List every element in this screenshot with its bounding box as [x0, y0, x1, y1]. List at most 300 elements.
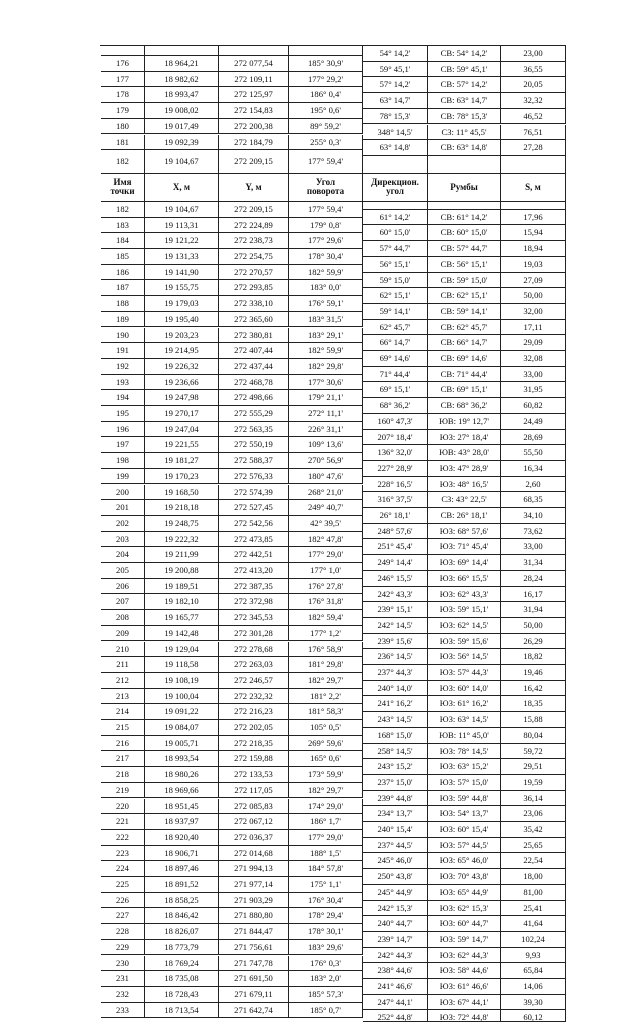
point-x: 18 897,46 [145, 861, 219, 877]
segment-length: 23,06 [501, 806, 566, 822]
segment-length: 19,59 [501, 775, 566, 791]
segment-length: 35,42 [501, 822, 566, 838]
point-angle: 186° 0,4' [289, 87, 363, 103]
segment-rumb: ЮВ: 43° 28,0' [428, 445, 501, 461]
point-name: 183 [101, 218, 145, 234]
point-name: 196 [101, 422, 145, 438]
segment-direction: 160° 47,3' [363, 414, 428, 430]
segment-rumb: ЮЗ: 59° 15,6' [428, 634, 501, 650]
segment-rumb: ЮЗ: 59° 44,8' [428, 791, 501, 807]
point-name: 205 [101, 563, 145, 579]
point-x: 19 155,75 [145, 280, 219, 296]
point-x: 19 100,04 [145, 689, 219, 705]
segment-direction: 60° 15,0' [363, 225, 428, 241]
segment-rumb: ЮЗ: 57° 15,0' [428, 775, 501, 791]
segment-direction: 237° 44,5' [363, 838, 428, 854]
point-x: 18 773,79 [145, 940, 219, 956]
segment-direction: 66° 14,7' [363, 335, 428, 351]
segment-rumb: ЮЗ: 63° 14,5' [428, 712, 501, 728]
point-angle: 177° 29,0' [289, 547, 363, 563]
point-y: 272 555,29 [219, 406, 289, 422]
segment-length: 22,54 [501, 853, 566, 869]
point-angle: 165° 0,6' [289, 751, 363, 767]
point-angle: 181° 2,2' [289, 689, 363, 705]
segment-length: 18,94 [501, 241, 566, 257]
point-angle: 188° 1,5' [289, 846, 363, 862]
segment-length: 17,96 [501, 210, 566, 226]
segment-direction: 245° 46,0' [363, 853, 428, 869]
point-name: 226 [101, 893, 145, 909]
point-angle: 174° 29,0' [289, 799, 363, 815]
segment-length: 25,41 [501, 901, 566, 917]
point-name: 208 [101, 610, 145, 626]
point-angle: 179° 0,8' [289, 218, 363, 234]
segment-direction: 241° 16,2' [363, 696, 428, 712]
segment-rumb: СВ: 63° 14,8' [428, 140, 501, 156]
segment-length: 27,09 [501, 273, 566, 289]
point-angle: 176° 58,9' [289, 642, 363, 658]
segment-rumb: СВ: 54° 14,2' [428, 46, 501, 62]
point-x: 19 200,88 [145, 563, 219, 579]
segment-rumb: СВ: 63° 14,7' [428, 93, 501, 109]
point-y: 272 372,98 [219, 594, 289, 610]
point-name: 197 [101, 437, 145, 453]
point-x: 19 236,66 [145, 375, 219, 391]
segment-rumb: ЮЗ: 60° 44,7' [428, 916, 501, 932]
point-name: 186 [101, 265, 145, 281]
segment-rumb: ЮЗ: 72° 44,8' [428, 1010, 501, 1022]
point-y: 272 209,15 [219, 150, 289, 174]
point-name: 199 [101, 469, 145, 485]
segment-rumb: СВ: 68° 36,2' [428, 398, 501, 414]
point-y: 272 437,44 [219, 359, 289, 375]
segment-rumb: ЮЗ: 58° 44,6' [428, 963, 501, 979]
segment-direction: 56° 15,1' [363, 257, 428, 273]
segment-rumb: ЮЗ: 70° 43,8' [428, 869, 501, 885]
point-y: 271 977,14 [219, 877, 289, 893]
segment-rumb: СВ: 59° 15,0' [428, 273, 501, 289]
segment-direction: 251° 45,4' [363, 539, 428, 555]
segment-rumb: ЮЗ: 59° 14,7' [428, 932, 501, 948]
header-rumb: Румбы [428, 174, 501, 202]
segment-direction: 246° 15,5' [363, 571, 428, 587]
point-x: 18 713,54 [145, 1003, 219, 1019]
segment-rumb: СВ: 59° 45,1' [428, 62, 501, 78]
point-x: 19 017,49 [145, 119, 219, 135]
segment-rumb: СВ: 26° 18,1' [428, 508, 501, 524]
point-y: 272 407,44 [219, 343, 289, 359]
point-x: 19 084,07 [145, 720, 219, 736]
segment-rumb: ЮВ: 11° 45,0' [428, 728, 501, 744]
point-name: 223 [101, 846, 145, 862]
segment-rumb: СВ: 60° 15,0' [428, 225, 501, 241]
lead-cell [289, 46, 363, 56]
segment-length: 18,00 [501, 869, 566, 885]
point-name: 227 [101, 908, 145, 924]
point-x: 19 247,04 [145, 422, 219, 438]
segment-direction: 243° 14,5' [363, 712, 428, 728]
point-y: 272 498,66 [219, 390, 289, 406]
segment-length: 36,55 [501, 62, 566, 78]
point-angle: 183° 0,0' [289, 280, 363, 296]
segment-direction: 258° 14,5' [363, 744, 428, 760]
point-x: 19 221,55 [145, 437, 219, 453]
filler-cell [363, 202, 428, 210]
segment-length: 50,00 [501, 618, 566, 634]
segment-length: 15,88 [501, 712, 566, 728]
point-x: 19 218,18 [145, 500, 219, 516]
point-angle: 176° 30,4' [289, 893, 363, 909]
segment-direction: 59° 45,1' [363, 62, 428, 78]
point-name: 211 [101, 657, 145, 673]
point-y: 271 691,50 [219, 971, 289, 987]
segment-direction: 240° 14,0' [363, 681, 428, 697]
header-angle: Угол поворота [289, 174, 363, 202]
segment-length: 32,00 [501, 304, 566, 320]
point-name: 184 [101, 233, 145, 249]
point-x: 19 104,67 [145, 202, 219, 218]
header-y: Y, м [219, 174, 289, 202]
segment-rumb: ЮЗ: 60° 15,4' [428, 822, 501, 838]
point-name: 182 [101, 150, 145, 174]
segment-length: 28,69 [501, 430, 566, 446]
segment-rumb: ЮЗ: 78° 14,5' [428, 744, 501, 760]
segment-direction: 242° 14,5' [363, 618, 428, 634]
segment-direction: 228° 16,5' [363, 477, 428, 493]
segment-length: 34,10 [501, 508, 566, 524]
point-x: 19 168,50 [145, 485, 219, 501]
point-name: 177 [101, 72, 145, 88]
segment-rumb: ЮЗ: 61° 16,2' [428, 696, 501, 712]
point-x: 19 170,23 [145, 469, 219, 485]
segment-length: 23,00 [501, 46, 566, 62]
point-angle: 177° 1,0' [289, 563, 363, 579]
segment-direction: 78° 15,3' [363, 109, 428, 125]
segment-direction: 245° 44,9' [363, 885, 428, 901]
segment-length: 24,49 [501, 414, 566, 430]
segment-rumb: ЮЗ: 27° 18,4' [428, 430, 501, 446]
segment-direction: 207° 18,4' [363, 430, 428, 446]
point-x: 19 189,51 [145, 579, 219, 595]
point-x: 18 980,26 [145, 767, 219, 783]
segment-length: 15,94 [501, 225, 566, 241]
segment-rumb: ЮЗ: 62° 44,3' [428, 948, 501, 964]
point-name: 225 [101, 877, 145, 893]
lead-cell [145, 46, 219, 56]
segment-length: 60,12 [501, 1010, 566, 1022]
point-name: 231 [101, 971, 145, 987]
point-angle: 269° 59,6' [289, 736, 363, 752]
point-angle: 182° 29,8' [289, 359, 363, 375]
segment-rumb: СВ: 62° 45,7' [428, 320, 501, 336]
point-name: 222 [101, 830, 145, 846]
segment-length: 19,46 [501, 665, 566, 681]
point-x: 18 728,43 [145, 987, 219, 1003]
point-name: 192 [101, 359, 145, 375]
segment-rumb: СВ: 78° 15,3' [428, 109, 501, 125]
segment-direction: 236° 14,5' [363, 649, 428, 665]
segment-direction: 57° 14,2' [363, 77, 428, 93]
point-y: 272 576,33 [219, 469, 289, 485]
point-angle: 105° 0,5' [289, 720, 363, 736]
segment-rumb: ЮЗ: 47° 28,9' [428, 461, 501, 477]
point-y: 272 077,54 [219, 56, 289, 72]
point-x: 19 108,19 [145, 673, 219, 689]
point-x: 19 091,22 [145, 704, 219, 720]
segment-direction: 61° 14,2' [363, 210, 428, 226]
point-x: 18 969,66 [145, 783, 219, 799]
segment-length: 19,03 [501, 257, 566, 273]
point-y: 272 184,79 [219, 135, 289, 151]
segment-length: 81,00 [501, 885, 566, 901]
segment-length: 65,84 [501, 963, 566, 979]
segment-direction: 348° 14,5' [363, 125, 428, 141]
segment-direction: 247° 44,1' [363, 995, 428, 1011]
point-angle: 255° 0,3' [289, 135, 363, 151]
segment-length: 29,09 [501, 335, 566, 351]
point-x: 19 113,31 [145, 218, 219, 234]
point-x: 19 121,22 [145, 233, 219, 249]
filler-cell [501, 202, 566, 210]
point-y: 271 844,47 [219, 924, 289, 940]
segment-rumb: ЮЗ: 66° 15,5' [428, 571, 501, 587]
filler-cell [428, 202, 501, 210]
point-y: 271 642,74 [219, 1003, 289, 1019]
point-angle: 177° 59,4' [289, 202, 363, 218]
point-x: 19 203,23 [145, 328, 219, 344]
segment-length: 18,82 [501, 649, 566, 665]
point-name: 212 [101, 673, 145, 689]
segment-direction: 242° 15,3' [363, 901, 428, 917]
point-x: 19 214,95 [145, 343, 219, 359]
segment-length: 76,51 [501, 125, 566, 141]
point-y: 272 468,78 [219, 375, 289, 391]
point-x: 19 104,67 [145, 150, 219, 174]
segment-length: 20,05 [501, 77, 566, 93]
segment-direction: 248° 57,6' [363, 524, 428, 540]
point-x: 18 906,71 [145, 846, 219, 862]
point-name: 182 [101, 202, 145, 218]
point-angle: 89° 59,2' [289, 119, 363, 135]
point-y: 272 200,38 [219, 119, 289, 135]
segment-rumb: ЮЗ: 57° 44,5' [428, 838, 501, 854]
point-angle: 268° 21,0' [289, 485, 363, 501]
segment-rumb: ЮЗ: 65° 46,0' [428, 853, 501, 869]
segment-length: 55,50 [501, 445, 566, 461]
point-name: 191 [101, 343, 145, 359]
segment-length: 68,35 [501, 492, 566, 508]
segment-rumb: ЮЗ: 62° 43,3' [428, 587, 501, 603]
point-y: 272 345,53 [219, 610, 289, 626]
segment-length: 16,42 [501, 681, 566, 697]
point-y: 272 159,88 [219, 751, 289, 767]
segment-direction: 240° 15,4' [363, 822, 428, 838]
segment-rumb: ЮВ: 19° 12,7' [428, 414, 501, 430]
point-name: 224 [101, 861, 145, 877]
point-angle: 183° 29,1' [289, 328, 363, 344]
point-x: 18 951,45 [145, 799, 219, 815]
point-angle: 195° 0,6' [289, 103, 363, 119]
point-angle: 173° 59,9' [289, 767, 363, 783]
point-name: 209 [101, 626, 145, 642]
point-angle: 177° 30,6' [289, 375, 363, 391]
point-y: 272 527,45 [219, 500, 289, 516]
header-direction: Дирекцион. угол [363, 174, 428, 202]
segment-length: 36,14 [501, 791, 566, 807]
point-name: 215 [101, 720, 145, 736]
point-angle: 226° 31,1' [289, 422, 363, 438]
point-y: 272 413,20 [219, 563, 289, 579]
point-x: 18 920,40 [145, 830, 219, 846]
point-y: 272 246,57 [219, 673, 289, 689]
segment-direction: 242° 44,3' [363, 948, 428, 964]
point-y: 272 232,32 [219, 689, 289, 705]
segment-length: 17,11 [501, 320, 566, 336]
point-name: 220 [101, 799, 145, 815]
point-y: 272 293,85 [219, 280, 289, 296]
point-angle: 185° 0,7' [289, 1003, 363, 1019]
point-y: 272 301,28 [219, 626, 289, 642]
point-y: 271 756,61 [219, 940, 289, 956]
point-y: 272 473,85 [219, 532, 289, 548]
point-x: 19 129,04 [145, 642, 219, 658]
segment-direction: 238° 44,6' [363, 963, 428, 979]
point-name: 210 [101, 642, 145, 658]
point-y: 272 387,35 [219, 579, 289, 595]
point-x: 19 181,27 [145, 453, 219, 469]
point-name: 214 [101, 704, 145, 720]
segment-length: 41,64 [501, 916, 566, 932]
segment-length: 31,94 [501, 602, 566, 618]
point-name: 201 [101, 500, 145, 516]
point-x: 18 937,97 [145, 814, 219, 830]
point-angle: 270° 56,9' [289, 453, 363, 469]
segment-direction: 250° 43,8' [363, 869, 428, 885]
point-name: 190 [101, 328, 145, 344]
point-y: 272 209,15 [219, 202, 289, 218]
point-name: 216 [101, 736, 145, 752]
segment-rumb: СВ: 59° 14,1' [428, 304, 501, 320]
segment-length: 59,72 [501, 744, 566, 760]
segment-direction: 316° 37,5' [363, 492, 428, 508]
segment-direction: 63° 14,7' [363, 93, 428, 109]
segment-rumb: СЗ: 43° 22,5' [428, 492, 501, 508]
point-y: 271 679,11 [219, 987, 289, 1003]
segment-length: 27,28 [501, 140, 566, 156]
point-y: 272 224,89 [219, 218, 289, 234]
segment-direction: 136° 32,0' [363, 445, 428, 461]
point-x: 19 270,17 [145, 406, 219, 422]
segment-length: 9,93 [501, 948, 566, 964]
point-angle: 177° 1,2' [289, 626, 363, 642]
segment-length: 80,04 [501, 728, 566, 744]
segment-length: 25,65 [501, 838, 566, 854]
point-name: 219 [101, 783, 145, 799]
segment-rumb: СЗ: 11° 45,5' [428, 125, 501, 141]
segment-rumb: СВ: 57° 44,7' [428, 241, 501, 257]
point-angle: 182° 29,7' [289, 673, 363, 689]
point-y: 272 254,75 [219, 249, 289, 265]
segment-rumb: ЮЗ: 61° 46,6' [428, 979, 501, 995]
point-x: 19 142,48 [145, 626, 219, 642]
point-name: 193 [101, 375, 145, 391]
segment-rumb: ЮЗ: 67° 44,1' [428, 995, 501, 1011]
point-y: 272 365,60 [219, 312, 289, 328]
point-y: 272 338,10 [219, 296, 289, 312]
point-name: 229 [101, 940, 145, 956]
point-angle: 182° 59,9' [289, 343, 363, 359]
segment-length: 16,17 [501, 587, 566, 603]
segment-rumb: СВ: 66° 14,7' [428, 335, 501, 351]
point-x: 19 226,32 [145, 359, 219, 375]
point-name: 213 [101, 689, 145, 705]
segment-direction: 26° 18,1' [363, 508, 428, 524]
segment-rumb: СВ: 71° 44,4' [428, 367, 501, 383]
point-name: 176 [101, 56, 145, 72]
point-name: 195 [101, 406, 145, 422]
point-angle: 182° 59,9' [289, 265, 363, 281]
segment-length: 2,60 [501, 477, 566, 493]
point-name: 232 [101, 987, 145, 1003]
segment-length: 102,24 [501, 932, 566, 948]
segment-direction: 168° 15,0' [363, 728, 428, 744]
segment-direction: 63° 14,8' [363, 140, 428, 156]
segment-direction: 62° 15,1' [363, 288, 428, 304]
segment-rumb: ЮЗ: 54° 13,7' [428, 806, 501, 822]
segment-direction: 242° 43,3' [363, 587, 428, 603]
segment-rumb: СВ: 57° 14,2' [428, 77, 501, 93]
segment-direction: 62° 45,7' [363, 320, 428, 336]
point-name: 221 [101, 814, 145, 830]
point-y: 272 270,57 [219, 265, 289, 281]
segment-rumb: ЮЗ: 68° 57,6' [428, 524, 501, 540]
point-name: 233 [101, 1003, 145, 1019]
point-angle: 249° 40,7' [289, 500, 363, 516]
segment-rumb: ЮЗ: 62° 15,3' [428, 901, 501, 917]
point-angle: 183° 2,0' [289, 971, 363, 987]
segment-direction: 237° 44,3' [363, 665, 428, 681]
point-x: 19 005,71 [145, 736, 219, 752]
point-y: 272 202,05 [219, 720, 289, 736]
point-angle: 181° 58,3' [289, 704, 363, 720]
segment-length: 14,06 [501, 979, 566, 995]
segment-direction: 234° 13,7' [363, 806, 428, 822]
filler-cell [501, 156, 566, 174]
segment-length: 18,35 [501, 696, 566, 712]
point-y: 272 542,56 [219, 516, 289, 532]
point-name: 228 [101, 924, 145, 940]
point-x: 18 982,62 [145, 72, 219, 88]
point-name: 202 [101, 516, 145, 532]
point-angle: 186° 1,7' [289, 814, 363, 830]
segment-direction: 241° 46,6' [363, 979, 428, 995]
point-angle: 177° 29,0' [289, 830, 363, 846]
header-point: Имя точки [101, 174, 145, 202]
lead-cell [219, 46, 289, 56]
segment-length: 26,29 [501, 634, 566, 650]
point-name: 198 [101, 453, 145, 469]
filler-cell [428, 156, 501, 174]
point-name: 180 [101, 119, 145, 135]
segment-direction: 252° 44,8' [363, 1010, 428, 1022]
point-y: 272 278,68 [219, 642, 289, 658]
segment-rumb: ЮЗ: 71° 45,4' [428, 539, 501, 555]
segment-direction: 59° 14,1' [363, 304, 428, 320]
point-name: 206 [101, 579, 145, 595]
segment-direction: 239° 44,8' [363, 791, 428, 807]
segment-rumb: ЮЗ: 63° 15,2' [428, 759, 501, 775]
segment-direction: 237° 15,0' [363, 775, 428, 791]
